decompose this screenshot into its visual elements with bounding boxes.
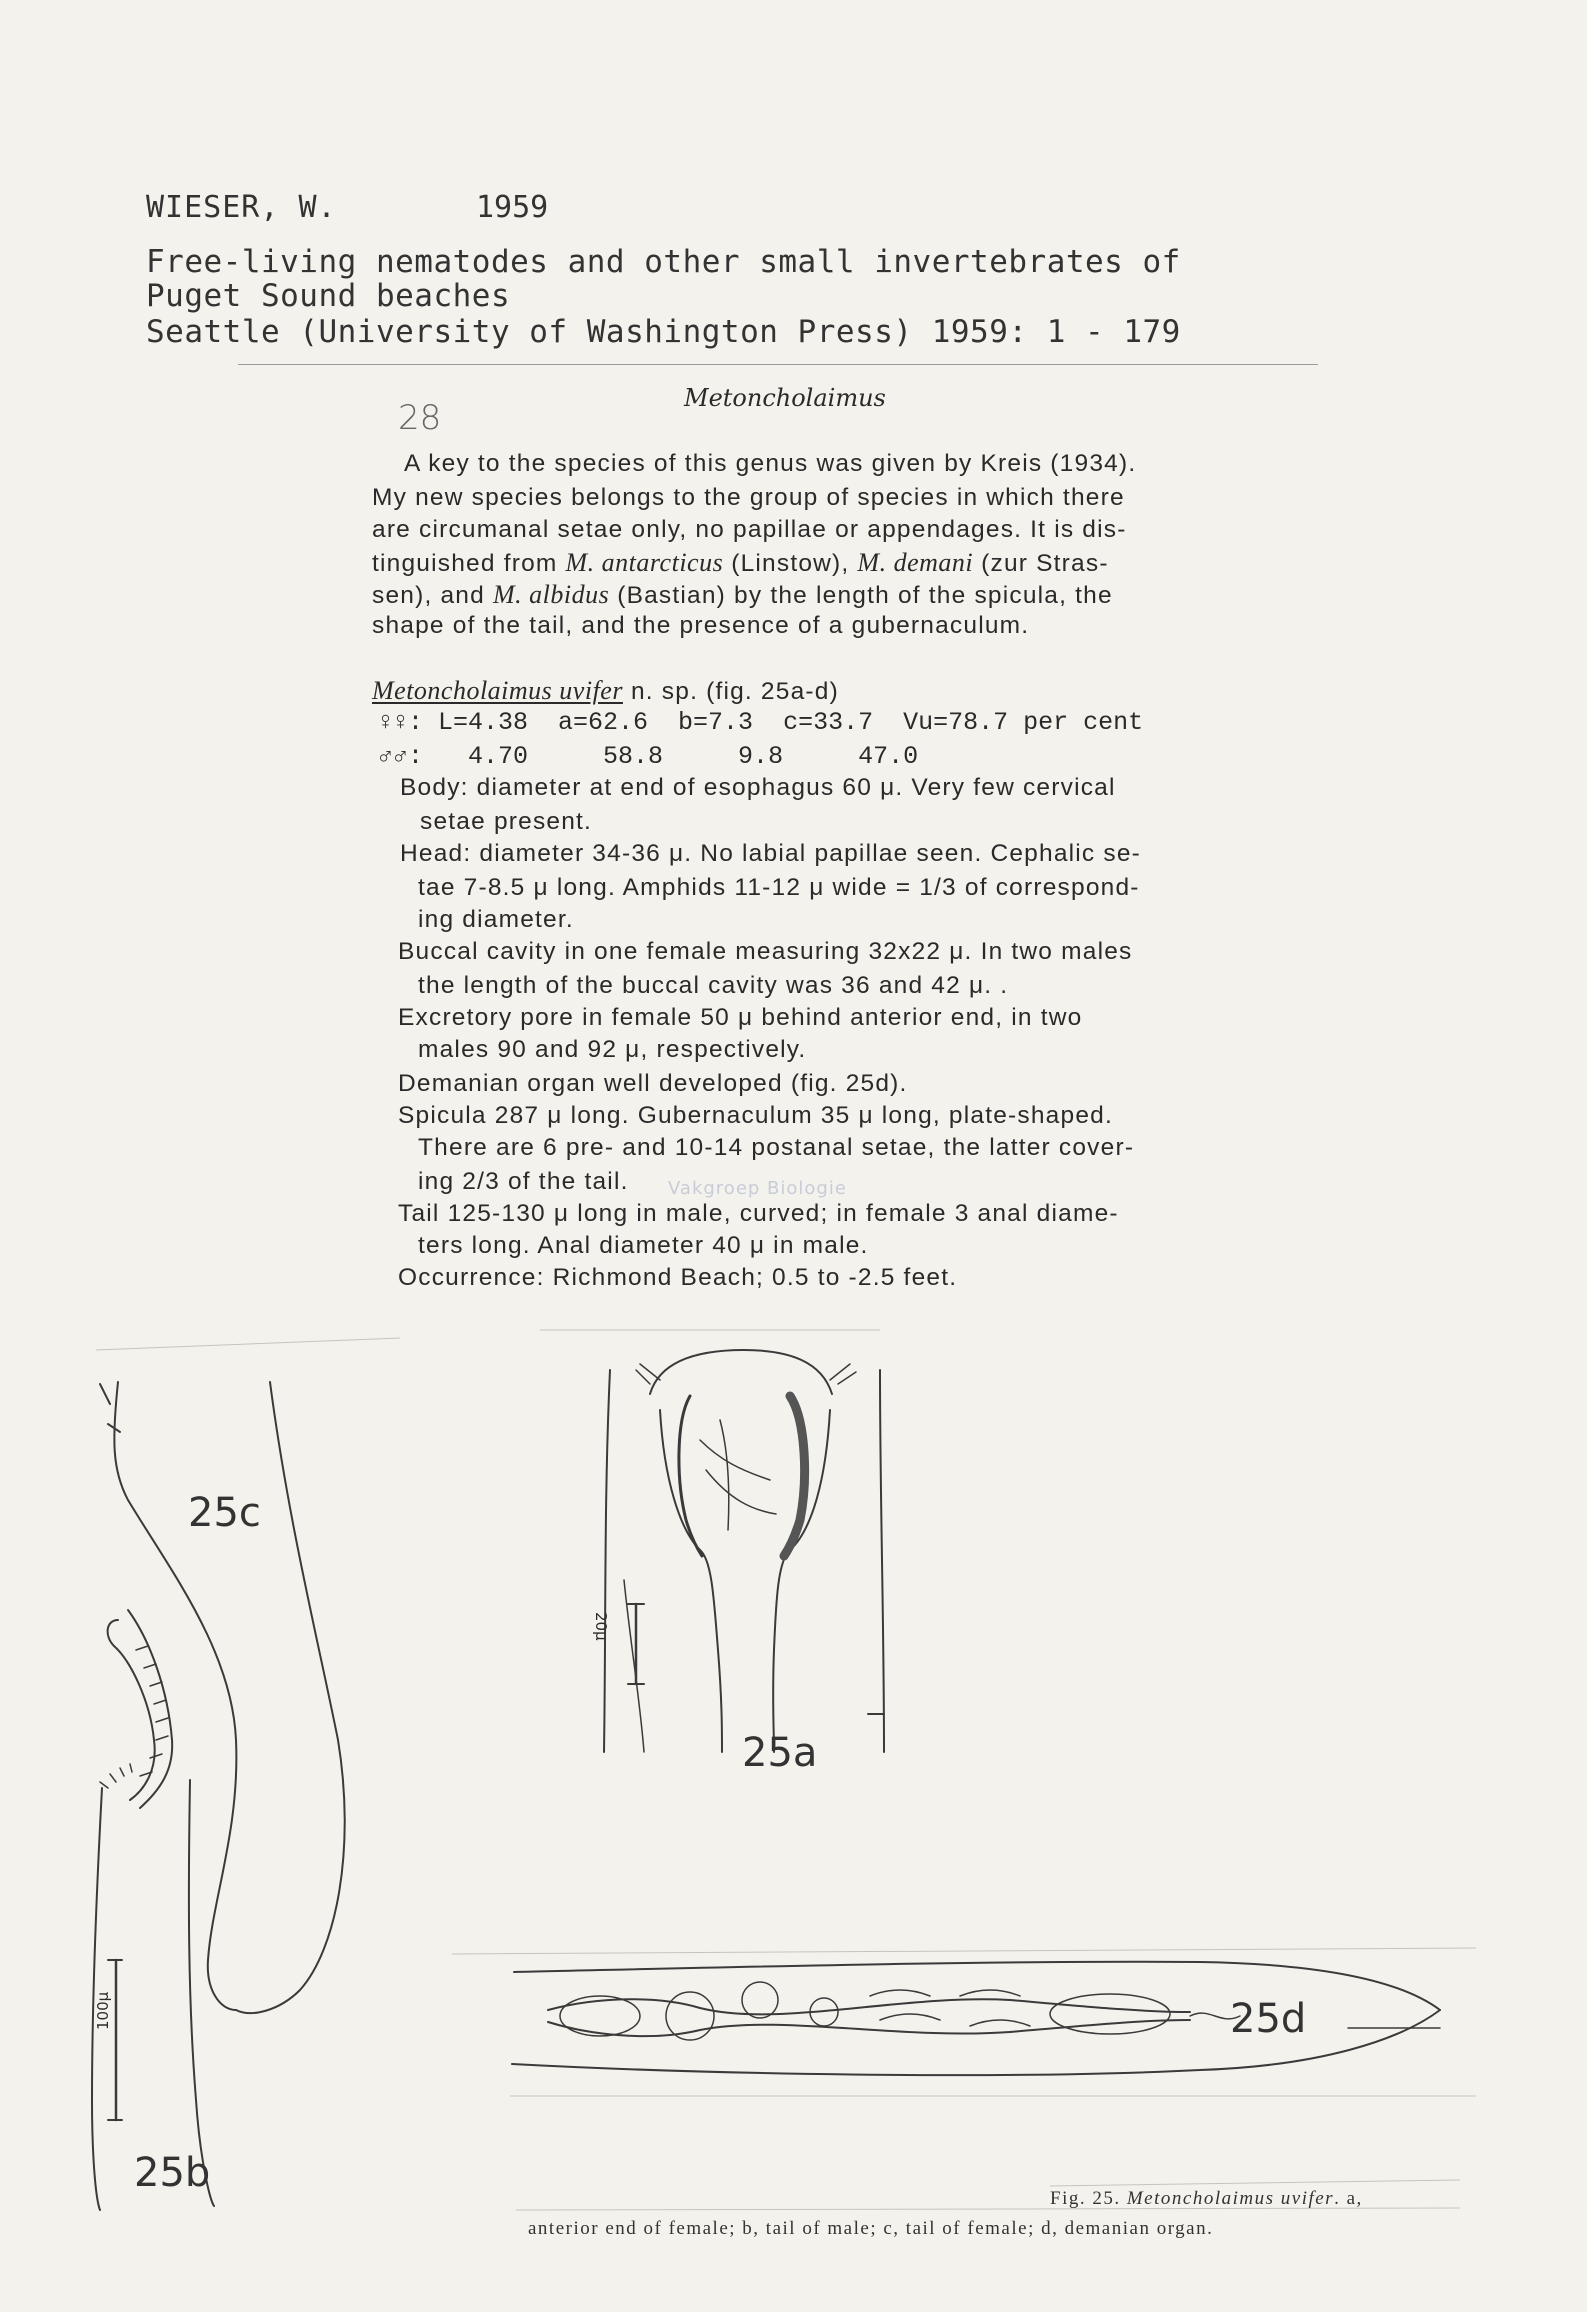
- desc-line: males 90 and 92 μ, respectively.: [418, 1036, 807, 1063]
- figure-label-25b: 25b: [134, 2150, 211, 2196]
- desc-line: Demanian organ well developed (fig. 25d).: [398, 1070, 908, 1097]
- reference-author: WIESER, W.: [146, 190, 337, 225]
- desc-line: the length of the buccal cavity was 36 and 42 μ. .: [418, 972, 1009, 999]
- page-number: 28: [398, 398, 442, 438]
- intro-text: (Linstow),: [723, 550, 858, 577]
- male-measurements: ♂♂: 4.70 58.8 9.8 47.0: [378, 742, 919, 771]
- desc-line: Buccal cavity in one female measuring 32x22 μ. In two males: [398, 938, 1133, 965]
- desc-line: ing diameter.: [418, 906, 574, 933]
- desc-line: Head: diameter 34-36 μ. No labial papillae seen. Cephalic se-: [400, 840, 1142, 867]
- desc-line: Excretory pore in female 50 μ behind anterior end, in two: [398, 1004, 1083, 1031]
- figure-label-25a: 25a: [742, 1730, 818, 1776]
- intro-text: sen), and: [372, 582, 493, 609]
- caption-text: . a,: [1334, 2188, 1363, 2209]
- desc-line: ing 2/3 of the tail.: [418, 1168, 629, 1195]
- fig-25a-drawing: [604, 1350, 884, 1752]
- running-head: Metoncholaimus: [684, 384, 886, 412]
- caption-species-name: Metoncholaimus uvifer: [1126, 2188, 1335, 2209]
- species-name: Metoncholaimus uvifer: [372, 676, 623, 705]
- library-watermark: Vakgroep Biologie: [668, 1178, 847, 1199]
- reference-title-line-1: Free-living nematodes and other small invertebrates of: [146, 244, 1181, 280]
- desc-line: Body: diameter at end of esophagus 60 μ. Very few cervical: [400, 774, 1116, 801]
- desc-line: setae present.: [420, 808, 593, 835]
- reference-publisher-line: Seattle (University of Washington Press) 1959: 1 - 179: [146, 314, 1181, 350]
- caption-text: Fig. 25.: [1050, 2188, 1127, 2209]
- desc-line: There are 6 pre- and 10-14 postanal setae, the latter cover-: [418, 1134, 1135, 1161]
- reference-title-line-2: Puget Sound beaches: [146, 278, 511, 314]
- intro-text: (Bastian) by the length of the spicula, the: [609, 582, 1113, 609]
- intro-line-1: A key to the species of this genus was given by Kreis (1934).: [404, 450, 1137, 477]
- fig-25c-drawing: [100, 1382, 345, 2013]
- desc-line: Spicula 287 μ long. Gubernaculum 35 μ long, plate-shaped.: [398, 1102, 1113, 1129]
- fig-25b-drawing: [92, 1610, 214, 2210]
- scale-bar-label-25b: 100μ: [94, 1991, 112, 2030]
- intro-text: tinguished from: [372, 550, 566, 577]
- figure-label-25d: 25d: [1230, 1996, 1307, 2042]
- reference-year: 1959: [476, 190, 549, 225]
- figure-label-25c: 25c: [188, 1490, 261, 1536]
- desc-line: Tail 125-130 μ long in male, curved; in female 3 anal diame-: [398, 1200, 1119, 1227]
- species-heading-suffix: n. sp. (fig. 25a-d): [622, 678, 839, 705]
- figure-caption-line-2: anterior end of female; b, tail of male; c, tail of female; d, demanian organ.: [528, 2218, 1214, 2239]
- species-name-albidus: M. albidus: [492, 580, 610, 609]
- desc-line: tae 7-8.5 μ long. Amphids 11-12 μ wide = 1/3 of correspond-: [418, 874, 1140, 901]
- species-name-demani: M. demani: [857, 548, 974, 577]
- intro-line-2: My new species belongs to the group of species in which there: [372, 484, 1125, 511]
- desc-line: ters long. Anal diameter 40 μ in male.: [418, 1232, 869, 1259]
- scale-bar-label-25a: 20μ: [592, 1612, 610, 1641]
- intro-line-3: are circumanal setae only, no papillae or appendages. It is dis-: [372, 516, 1127, 543]
- intro-text: (zur Stras-: [973, 550, 1109, 577]
- figure-caption-line-1: [1050, 2188, 1363, 2210]
- female-measurements: ♀♀: L=4.38 a=62.6 b=7.3 c=33.7 Vu=78.7 per cent: [378, 708, 1144, 737]
- species-name-antarcticus: M. antarcticus: [565, 548, 724, 577]
- desc-line: Occurrence: Richmond Beach; 0.5 to -2.5 feet.: [398, 1264, 958, 1291]
- intro-line-6: shape of the tail, and the presence of a gubernaculum.: [372, 612, 1030, 639]
